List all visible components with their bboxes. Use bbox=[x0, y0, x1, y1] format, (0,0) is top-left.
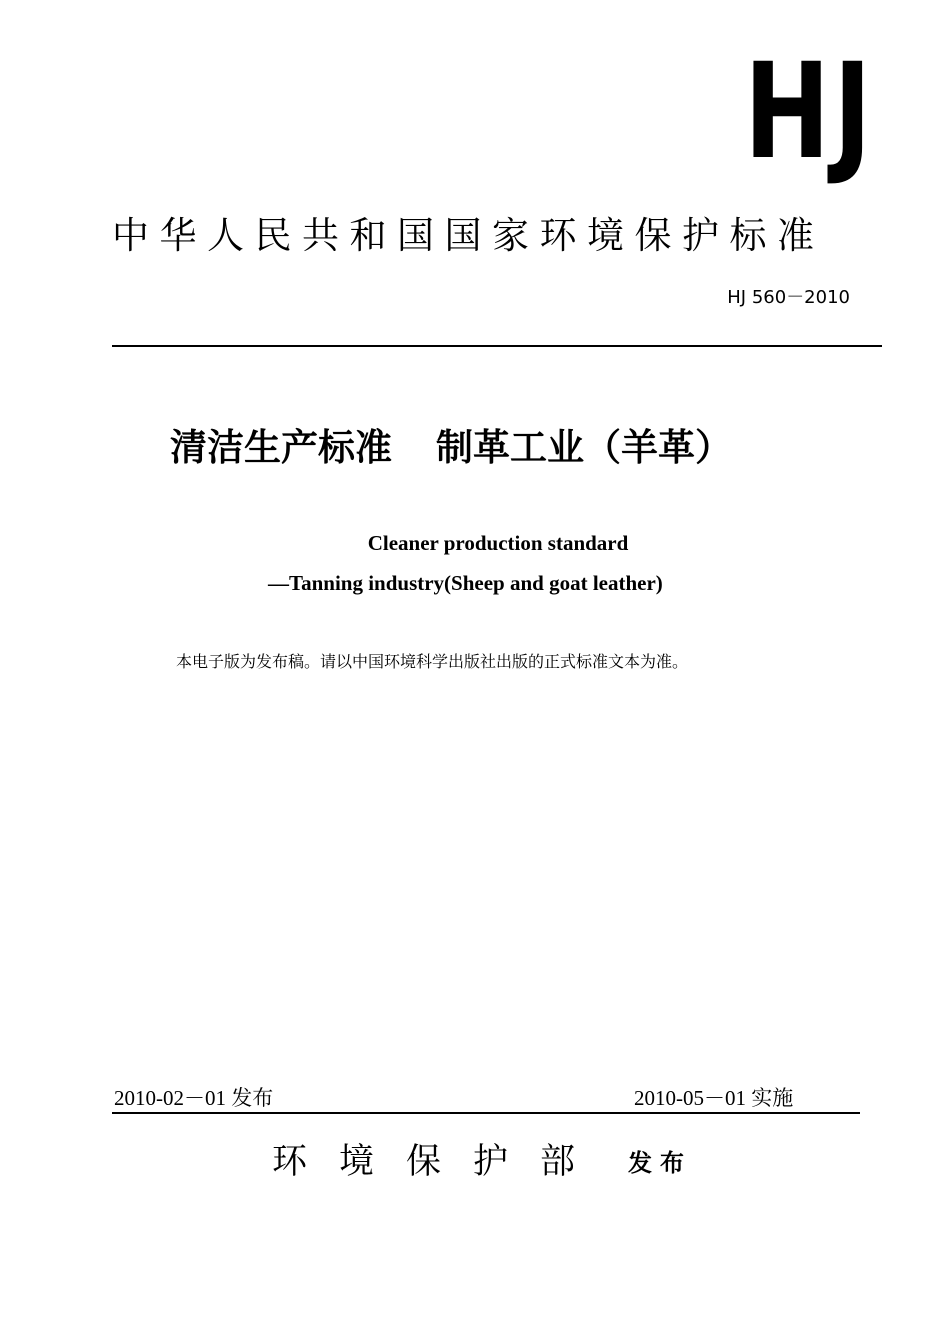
national-standard-title: 中华人民共和国国家环境保护标准 bbox=[112, 214, 825, 257]
publisher-name: 环境保护部 bbox=[272, 1142, 608, 1182]
header-divider bbox=[112, 345, 882, 347]
document-title bbox=[170, 425, 732, 471]
electronic-version-notice: 本电子版为发布稿。请以中国环境科学出版社出版的正式标准文本为准。 bbox=[176, 652, 689, 671]
hj-logo: HJ bbox=[744, 35, 875, 189]
english-title-line2: —Tanning industry(Sheep and goat leather) bbox=[268, 571, 663, 595]
footer-divider bbox=[112, 1112, 860, 1114]
publisher-suffix: 发布 bbox=[628, 1149, 692, 1177]
implementation-date: 2010-05－01 实施 bbox=[634, 1086, 794, 1110]
issue-date: 2010-02－01 发布 bbox=[114, 1086, 274, 1110]
english-title-line1: Cleaner production standard bbox=[367, 531, 629, 555]
standard-number: HJ 560－2010 bbox=[727, 287, 850, 308]
document-title-part1: 清洁生产标准 bbox=[170, 426, 392, 469]
document-title-part2: 制革工业（羊革） bbox=[436, 426, 732, 469]
